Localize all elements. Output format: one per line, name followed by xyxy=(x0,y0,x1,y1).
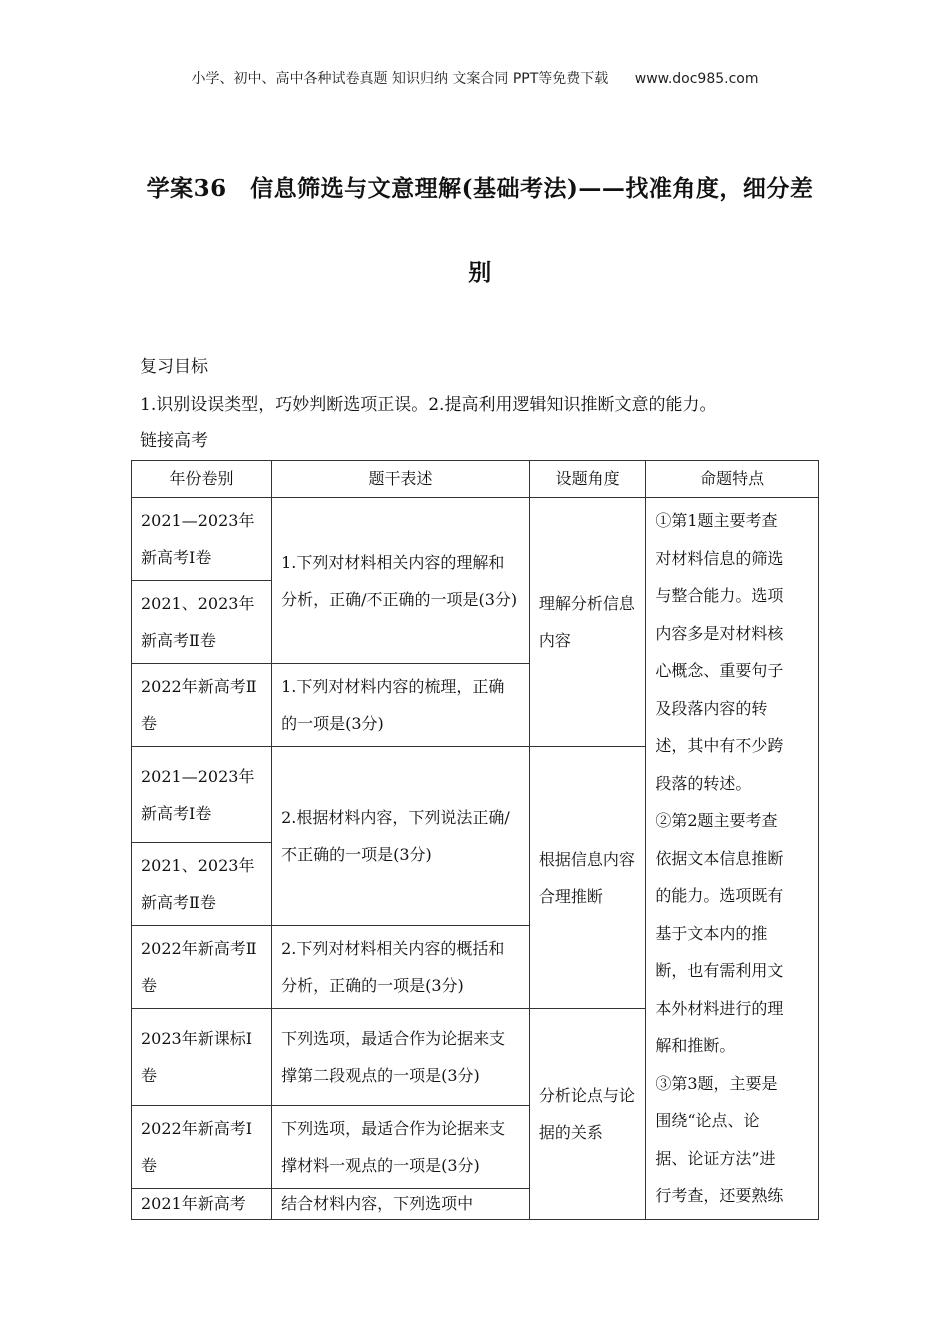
exam-table xyxy=(131,460,819,1220)
feature-line: ①第1题主要考查 xyxy=(655,511,778,530)
feature-line: 本外材料进行的理 xyxy=(655,998,784,1018)
page-header xyxy=(0,68,950,88)
year-cell: 2022年新高考Ⅱ卷 xyxy=(132,664,272,747)
year-cell: 2023年新课标Ⅰ卷 xyxy=(132,1009,272,1105)
feature-line: 行考查，还要熟练 xyxy=(655,1186,784,1205)
feature-line: 据、论证方法”进 xyxy=(655,1148,776,1168)
feature-line: 段落的转述。 xyxy=(655,773,752,793)
feature-line: 对材料信息的筛选 xyxy=(655,548,784,568)
header-feature: 命题特点 xyxy=(646,461,819,498)
feature-line: 与整合能力。选项 xyxy=(655,586,784,605)
angle-cell: 理解分析信息内容 xyxy=(529,498,646,747)
header-year: 年份卷别 xyxy=(132,461,272,498)
link-heading: 链接高考 xyxy=(140,431,208,451)
year-cell: 2021、2023年新高考Ⅱ卷 xyxy=(132,843,272,926)
year-cell: 2022年新高考Ⅰ卷 xyxy=(132,1105,272,1188)
stem-cell: 2.下列对材料相关内容的概括和分析，正确的一项是(3分) xyxy=(272,926,530,1009)
feature-line: ③第3题，主要是 xyxy=(655,1073,778,1093)
title-line-1: 学案36 信息筛选与文意理解(基础考法)——找准角度，细分差 xyxy=(146,175,814,202)
feature-line: 述，其中有不少跨 xyxy=(655,736,784,755)
feature-line: 内容多是对材料核 xyxy=(655,623,784,643)
review-text: 1.识别设误类型，巧妙判断选项正误。2.提高利用逻辑知识推断文意的能力。 xyxy=(140,395,717,415)
feature-line: 依据文本信息推断 xyxy=(655,848,784,868)
year-cell: 2021—2023年新高考Ⅰ卷 xyxy=(132,747,272,843)
title-line-2: 别 xyxy=(468,259,492,286)
stem-cell: 下列选项，最适合作为论据来支撑第二段观点的一项是(3分) xyxy=(272,1009,530,1105)
feature-line: 围绕“论点、论 xyxy=(655,1111,760,1130)
header-url[interactable]: www.doc985.com xyxy=(634,71,759,87)
year-cell: 2022年新高考Ⅱ卷 xyxy=(132,926,272,1009)
feature-line: 断，也有需利用文 xyxy=(655,961,784,980)
feature-line: 心概念、重要句子 xyxy=(655,661,784,680)
stem-cell: 下列选项，最适合作为论据来支撑材料一观点的一项是(3分) xyxy=(272,1105,530,1188)
stem-cell: 1.下列对材料相关内容的理解和分析，正确/不正确的一项是(3分) xyxy=(272,498,530,664)
stem-cell: 结合材料内容，下列选项中 xyxy=(272,1188,530,1219)
feature-line: 及段落内容的转 xyxy=(655,698,768,718)
review-heading: 复习目标 xyxy=(140,357,208,377)
angle-cell: 分析论点与论据的关系 xyxy=(529,1009,646,1219)
table-row xyxy=(132,498,819,581)
feature-line: ②第2题主要考查 xyxy=(655,811,778,830)
table-header-row xyxy=(132,461,819,498)
stem-cell: 2.根据材料内容，下列说法正确/不正确的一项是(3分) xyxy=(272,747,530,926)
header-text: 小学、初中、高中各种试卷真题 知识归纳 文案合同 PPT等免费下载 xyxy=(191,71,609,87)
stem-cell: 1.下列对材料内容的梳理，正确的一项是(3分) xyxy=(272,664,530,747)
feature-line: 的能力。选项既有 xyxy=(655,886,784,905)
header-angle: 设题角度 xyxy=(529,461,646,498)
year-cell: 2021年新高考 xyxy=(132,1188,272,1219)
feature-line: 基于文本内的推 xyxy=(655,923,768,943)
header-stem: 题干表述 xyxy=(272,461,530,498)
angle-cell: 根据信息内容合理推断 xyxy=(529,747,646,1009)
year-cell: 2021—2023年新高考Ⅰ卷 xyxy=(132,498,272,581)
feature-line: 解和推断。 xyxy=(655,1036,736,1055)
feature-cell xyxy=(646,498,819,1220)
year-cell: 2021、2023年新高考Ⅱ卷 xyxy=(132,581,272,664)
page-title xyxy=(140,175,820,321)
